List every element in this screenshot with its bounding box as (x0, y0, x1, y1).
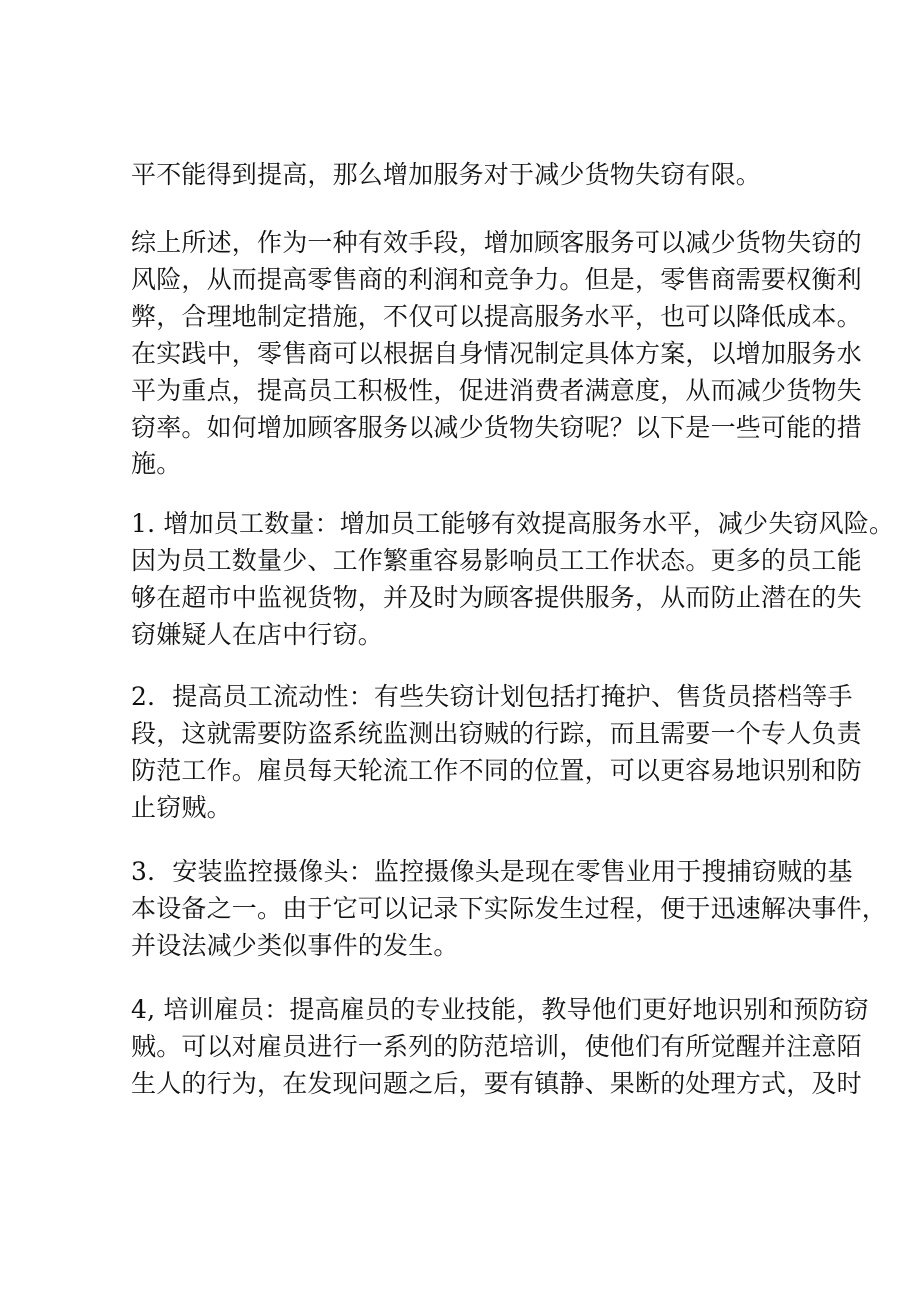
text-line: 止窃贼。 (131, 793, 232, 822)
text-line: 生人的行为，在发现问题之后，要有镇静、果断的处理方式，及时 (131, 1069, 862, 1098)
text-line: 本设备之一。由于它可以记录下实际发生过程，便于迅速解决事件， (131, 894, 888, 923)
text-line: 平为重点，提高员工积极性，促进消费者满意度，从而减少货物失 (131, 376, 862, 405)
text-line: 风险，从而提高零售商的利润和竞争力。但是，零售商需要权衡利 (131, 265, 862, 294)
text-line: 弊，合理地制定措施，不仅可以提高服务水平，也可以降低成本。 (131, 302, 862, 331)
text-line: 施。 (131, 449, 182, 478)
text-line: 4, 培训雇员：提高雇员的专业技能，教导他们更好地识别和预防窃 (131, 995, 870, 1024)
text-line: 段，这就需要防盗系统监测出窃贼的行踪，而且需要一个专人负责 (131, 719, 862, 748)
text-line: 防范工作。雇员每天轮流工作不同的位置，可以更容易地识别和防 (131, 756, 862, 785)
text-line: 3．安装监控摄像头：监控摄像头是现在零售业用于搜捕窃贼的基 (131, 857, 853, 886)
text-line: 贼。可以对雇员进行一系列的防范培训，使他们有所觉醒并注意陌 (131, 1032, 862, 1061)
text-line: 窃嫌疑人在店中行窃。 (131, 620, 384, 649)
text-line: 窃率。如何增加顾客服务以减少货物失窃呢？以下是一些可能的措 (131, 413, 862, 442)
text-line: 平不能得到提高，那么增加服务对于减少货物失窃有限。 (131, 160, 762, 189)
text-line: 综上所述，作为一种有效手段，增加顾客服务可以减少货物失窃的 (131, 228, 862, 257)
text-line: 因为员工数量少、工作繁重容易影响员工工作状态。更多的员工能 (131, 546, 862, 575)
text-line: 在实践中，零售商可以根据自身情况制定具体方案，以增加服务水 (131, 339, 862, 368)
text-line: 1. 增加员工数量：增加员工能够有效提高服务水平，减少失窃风险。 (131, 509, 895, 538)
text-line: 并设法减少类似事件的发生。 (131, 931, 459, 960)
text-line: 2．提高员工流动性：有些失窃计划包括打掩护、售货员搭档等手 (131, 682, 853, 711)
text-line: 够在超市中监视货物，并及时为顾客提供服务，从而防止潜在的失 (131, 583, 862, 612)
